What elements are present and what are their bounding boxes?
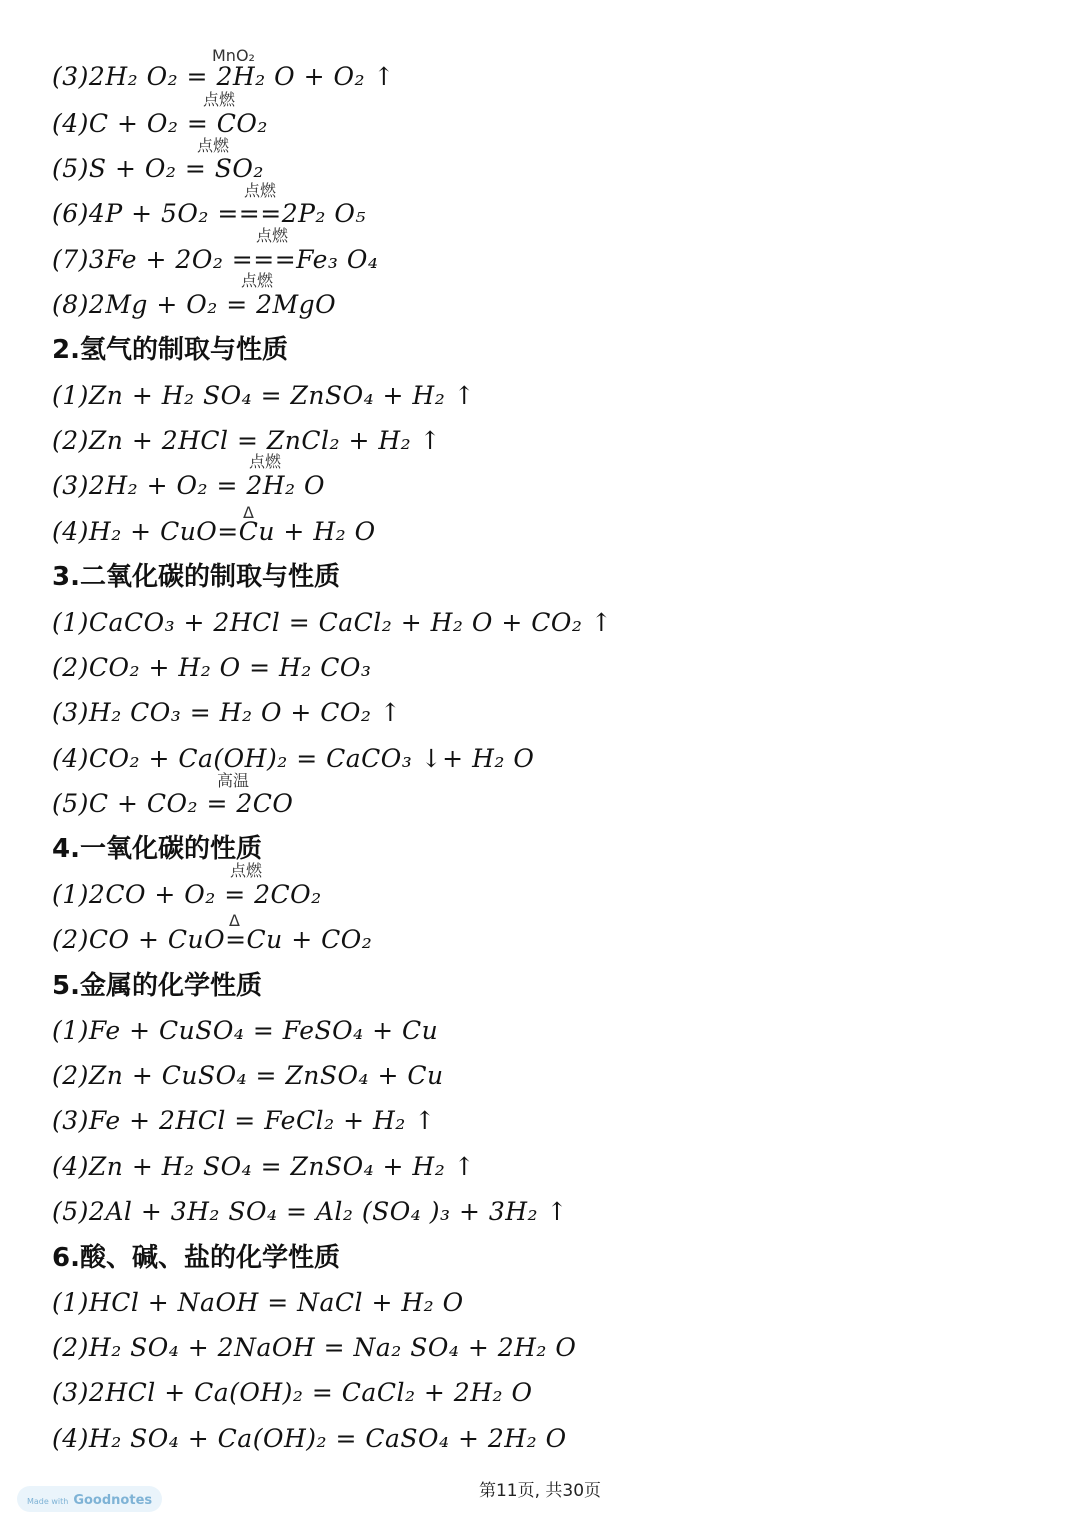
reaction-condition: 点燃 <box>203 90 236 109</box>
equation-line: (4)C + O₂ = CO₂ <box>52 109 268 138</box>
equation-line: (4)CO₂ + Ca(OH)₂ = CaCO₃ ↓+ H₂ O <box>52 744 535 773</box>
section-heading: 3.二氧化碳的制取与性质 <box>52 562 340 592</box>
reaction-condition: 点燃 <box>244 181 277 200</box>
equation-line: (4)Zn + H₂ SO₄ = ZnSO₄ + H₂ ↑ <box>52 1152 476 1181</box>
reaction-condition: 点燃 <box>249 452 282 471</box>
equation-line: (3)2HCl + Ca(OH)₂ = CaCl₂ + 2H₂ O <box>52 1378 533 1407</box>
equation-line: (8)2Mg + O₂ = 2MgO <box>52 290 337 319</box>
reaction-condition: 点燃 <box>241 271 274 290</box>
equation-line: (3)H₂ CO₃ = H₂ O + CO₂ ↑ <box>52 698 402 727</box>
section-heading: 6.酸、碱、盐的化学性质 <box>52 1243 340 1273</box>
equation-line: (4)H₂ + CuO=Cu + H₂ O <box>52 517 376 546</box>
equation-line: (1)CaCO₃ + 2HCl = CaCl₂ + H₂ O + CO₂ ↑ <box>52 608 613 637</box>
equation-line: (6)4P + 5O₂ ===2P₂ O₅ <box>52 199 366 228</box>
reaction-condition: 点燃 <box>230 861 263 880</box>
equation-line: (2)CO₂ + H₂ O = H₂ CO₃ <box>52 653 372 682</box>
equation-line: (1)Fe + CuSO₄ = FeSO₄ + Cu <box>52 1016 439 1045</box>
equation-line: (5)S + O₂ = SO₂ <box>52 154 264 183</box>
equation-line: (7)3Fe + 2O₂ ===Fe₃ O₄ <box>52 245 379 274</box>
equation-line: (2)Zn + 2HCl = ZnCl₂ + H₂ ↑ <box>52 426 442 455</box>
equation-line: (5)C + CO₂ = 2CO <box>52 789 294 818</box>
goodnotes-badge <box>17 1486 162 1512</box>
equation-line: (3)2H₂ O₂ = 2H₂ O + O₂ ↑ <box>52 62 395 91</box>
section-heading: 5.金属的化学性质 <box>52 971 262 1001</box>
equation-line: (2)Zn + CuSO₄ = ZnSO₄ + Cu <box>52 1061 444 1090</box>
equation-line: (1)2CO + O₂ = 2CO₂ <box>52 880 322 909</box>
reaction-condition: 高温 <box>217 771 250 790</box>
equation-line: (2)H₂ SO₄ + 2NaOH = Na₂ SO₄ + 2H₂ O <box>52 1333 577 1362</box>
reaction-condition: 点燃 <box>197 136 230 155</box>
equation-line: (1)Zn + H₂ SO₄ = ZnSO₄ + H₂ ↑ <box>52 381 476 410</box>
section-heading: 4.一氧化碳的性质 <box>52 834 262 864</box>
page-number: 第11页, 共30页 <box>478 1481 602 1501</box>
made-with-label: Made with <box>27 1497 69 1506</box>
equation-line: (3)2H₂ + O₂ = 2H₂ O <box>52 471 326 500</box>
equation-line: (5)2Al + 3H₂ SO₄ = Al₂ (SO₄ )₃ + 3H₂ ↑ <box>52 1197 568 1226</box>
section-heading: 2.氢气的制取与性质 <box>52 335 288 365</box>
reaction-condition: MnO₂ <box>212 46 255 65</box>
reaction-condition: Δ <box>243 503 254 522</box>
equation-line: (1)HCl + NaOH = NaCl + H₂ O <box>52 1288 464 1317</box>
equation-line: (2)CO + CuO=Cu + CO₂ <box>52 925 373 954</box>
reaction-condition: Δ <box>229 911 240 930</box>
equation-line: (3)Fe + 2HCl = FeCl₂ + H₂ ↑ <box>52 1106 436 1135</box>
goodnotes-logo-text: Goodnotes <box>73 1493 153 1508</box>
equation-line: (4)H₂ SO₄ + Ca(OH)₂ = CaSO₄ + 2H₂ O <box>52 1424 567 1453</box>
reaction-condition: 点燃 <box>256 226 289 245</box>
